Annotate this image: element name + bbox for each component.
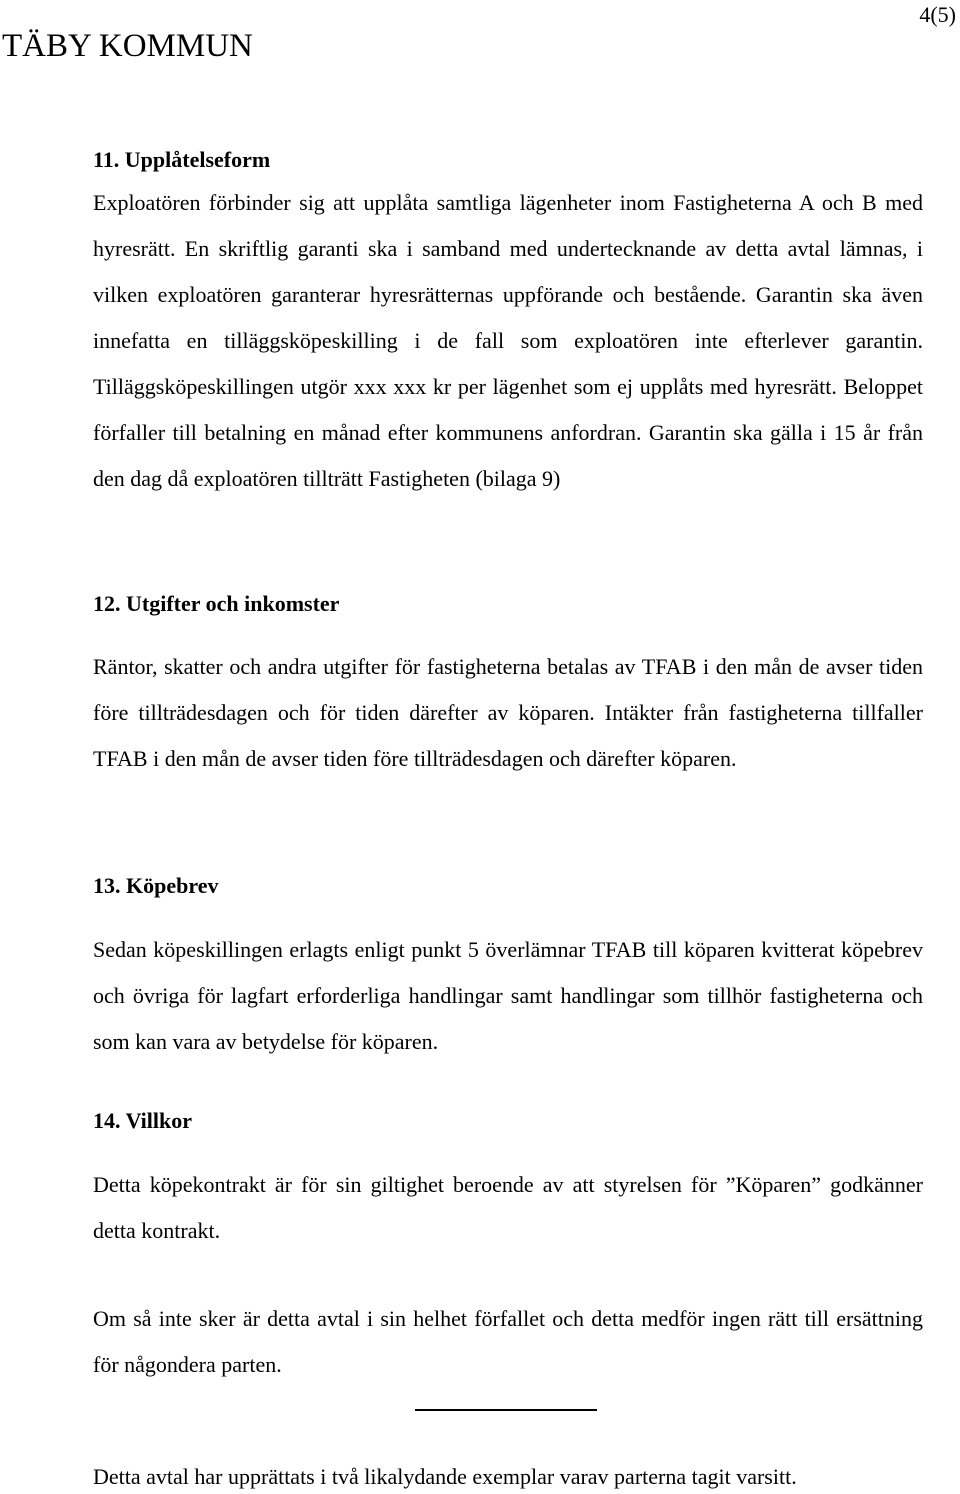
- section-upplatelseform: [93, 145, 923, 502]
- section-body-second: Om så inte sker är detta avtal i sin helhet förfallet och detta medför ingen rätt till ersättning för någondera parten.: [93, 1306, 923, 1377]
- section-body: Sedan köpeskillingen erlagts enligt punkt 5 överlämnar TFAB till köparen kvitterat köpebrev och övriga för lagfart erforderliga handlingar samt handlingar som tillhör fastigheterna och som kan vara av betydelse för köparen.: [93, 937, 923, 1054]
- section-body: Detta köpekontrakt är för sin giltighet beroende av att styrelsen för ”Köparen” godkänner detta kontrakt.: [93, 1172, 923, 1243]
- section-body: Exploatören förbinder sig att upplåta samtliga lägenheter inom Fastigheterna A och B med hyresrätt. En skriftlig garanti ska i samband med undertecknande av detta avtal lämnas, i vilken exploatören garanterar hyresrätternas uppförande och bestående. Garantin ska även innefatta en tilläggsköpeskilling i de fall som exploatören inte efterlever garantin. Tilläggsköpeskillingen utgör xxx xxx kr per lägenhet som ej upplåts med hyresrätt. Beloppet förfaller till betalning en månad efter kommunens anfordran. Garantin ska gälla i 15 år från den dag då exploatören tillträtt Fastigheten (bilaga 9): [93, 190, 923, 491]
- section-heading: 12. Utgifter och inkomster: [93, 591, 340, 616]
- closing-statement: Detta avtal har upprättats i två likalydande exemplar varav parterna tagit varsitt.: [93, 1464, 797, 1489]
- header-title: TÄBY KOMMUN: [2, 28, 253, 64]
- section-kopebrev: [93, 871, 923, 1065]
- section-body: Räntor, skatter och andra utgifter för fastigheterna betalas av TFAB i den mån de avser tiden före tillträdesdagen och för tiden därefter av köparen. Intäkter från fastigheterna tillfaller TFAB i den mån de avser tiden före tillträdesdagen och därefter köparen.: [93, 654, 923, 771]
- section-villkor: [93, 1106, 923, 1388]
- section-utgifter: [93, 589, 923, 782]
- section-heading: 14. Villkor: [93, 1108, 193, 1133]
- page-number: 4(5): [919, 2, 956, 27]
- divider-line: [415, 1409, 597, 1411]
- section-heading: 11. Upplåtelseform: [93, 147, 271, 172]
- section-heading: 13. Köpebrev: [93, 873, 219, 898]
